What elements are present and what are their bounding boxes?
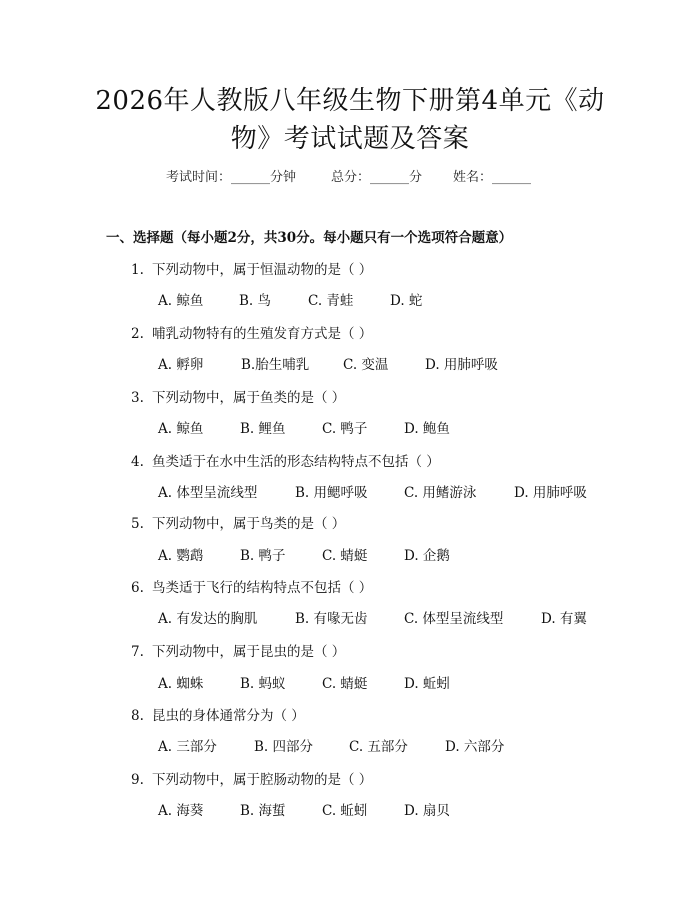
question-7-options bbox=[0, 674, 700, 694]
option-d: D. 扇贝 bbox=[404, 803, 450, 819]
option-b: B. 鲤鱼 bbox=[240, 421, 286, 437]
option-d: D. 鲍鱼 bbox=[404, 421, 450, 437]
question-3-options bbox=[0, 419, 700, 439]
option-b: B. 用鳃呼吸 bbox=[295, 485, 368, 501]
option-a: A. 鲸鱼 bbox=[158, 421, 204, 437]
question-7 bbox=[0, 642, 700, 662]
option-c: C. 青蛙 bbox=[308, 293, 354, 309]
option-c: C. 五部分 bbox=[349, 739, 408, 755]
question-number: 4. bbox=[131, 454, 144, 470]
question-4-options bbox=[0, 483, 700, 503]
question-number: 5. bbox=[131, 516, 144, 532]
question-text: 下列动物中，属于鸟类的是（ ） bbox=[152, 516, 346, 532]
option-a: A. 体型呈流线型 bbox=[158, 485, 258, 501]
question-text: 下列动物中，属于昆虫的是（ ） bbox=[152, 644, 346, 660]
question-1 bbox=[0, 260, 700, 280]
question-5 bbox=[0, 514, 700, 534]
name-field: 姓名：______ bbox=[453, 170, 532, 185]
option-b: B. 海蜇 bbox=[240, 803, 286, 819]
total-score-field: 总分：______分 bbox=[331, 170, 423, 185]
option-d: D. 蛇 bbox=[390, 293, 423, 309]
option-d: D. 用肺呼吸 bbox=[514, 485, 587, 501]
option-c: C. 蜻蜓 bbox=[322, 548, 368, 564]
question-6 bbox=[0, 578, 700, 598]
option-d: D. 用肺呼吸 bbox=[425, 357, 498, 373]
question-number: 2. bbox=[131, 326, 144, 342]
option-a: A. 鲸鱼 bbox=[158, 293, 204, 309]
question-6-options bbox=[0, 609, 700, 629]
question-2 bbox=[0, 324, 700, 344]
question-number: 8. bbox=[131, 708, 144, 724]
option-c: C. 变温 bbox=[343, 357, 389, 373]
question-2-options bbox=[0, 355, 700, 375]
question-number: 3. bbox=[131, 390, 144, 406]
option-a: A. 海葵 bbox=[158, 803, 204, 819]
option-c: C. 蚯蚓 bbox=[322, 803, 368, 819]
question-text: 下列动物中，属于腔肠动物的是（ ） bbox=[152, 772, 373, 788]
option-a: A. 有发达的胸肌 bbox=[158, 611, 258, 627]
option-b: B. 鸟 bbox=[239, 293, 272, 309]
option-d: D. 有翼 bbox=[541, 611, 587, 627]
question-number: 9. bbox=[131, 772, 144, 788]
question-text: 下列动物中，属于恒温动物的是（ ） bbox=[152, 262, 373, 278]
option-b: B. 鸭子 bbox=[240, 548, 286, 564]
question-text: 哺乳动物特有的生殖发育方式是（ ） bbox=[152, 326, 373, 342]
question-text: 昆虫的身体通常分为（ ） bbox=[152, 708, 305, 724]
option-c: C. 鸭子 bbox=[322, 421, 368, 437]
question-number: 6. bbox=[131, 580, 144, 596]
option-d: D. 企鹅 bbox=[404, 548, 450, 564]
option-a: A. 蜘蛛 bbox=[158, 676, 204, 692]
question-text: 鱼类适于在水中生活的形态结构特点不包括（ ） bbox=[152, 454, 440, 470]
question-text: 鸟类适于飞行的结构特点不包括（ ） bbox=[152, 580, 373, 596]
option-b: B. 蚂蚁 bbox=[240, 676, 286, 692]
option-b: B. 四部分 bbox=[254, 739, 314, 755]
question-5-options bbox=[0, 546, 700, 566]
option-c: C. 蜻蜓 bbox=[322, 676, 368, 692]
option-b: B.胎生哺乳 bbox=[241, 357, 310, 373]
page-title-line-2: 物》考试试题及答案 bbox=[230, 124, 470, 154]
question-8-options bbox=[0, 737, 700, 757]
question-3 bbox=[0, 388, 700, 408]
question-number: 1. bbox=[131, 262, 144, 278]
question-1-options bbox=[0, 291, 700, 311]
section-heading: 一、选择题（每小题2分，共30分。每小题只有一个选项符合题意） bbox=[106, 230, 513, 246]
option-c: C. 体型呈流线型 bbox=[404, 611, 504, 627]
question-8 bbox=[0, 706, 700, 726]
question-number: 7. bbox=[131, 644, 144, 660]
option-a: A. 三部分 bbox=[158, 739, 217, 755]
question-9 bbox=[0, 770, 700, 790]
option-a: A. 孵卵 bbox=[158, 357, 204, 373]
option-d: D. 六部分 bbox=[445, 739, 505, 755]
option-c: C. 用鳍游泳 bbox=[404, 485, 477, 501]
option-b: B. 有喙无齿 bbox=[295, 611, 368, 627]
question-text: 下列动物中，属于鱼类的是（ ） bbox=[152, 390, 346, 406]
question-9-options bbox=[0, 801, 700, 821]
page-title-line-1: 2026年人教版八年级生物下册第4单元《动 bbox=[95, 86, 605, 116]
option-d: D. 蚯蚓 bbox=[404, 676, 450, 692]
question-4 bbox=[0, 452, 700, 472]
option-a: A. 鹦鹉 bbox=[158, 548, 204, 564]
exam-time-field: 考试时间：______分钟 bbox=[166, 170, 297, 185]
